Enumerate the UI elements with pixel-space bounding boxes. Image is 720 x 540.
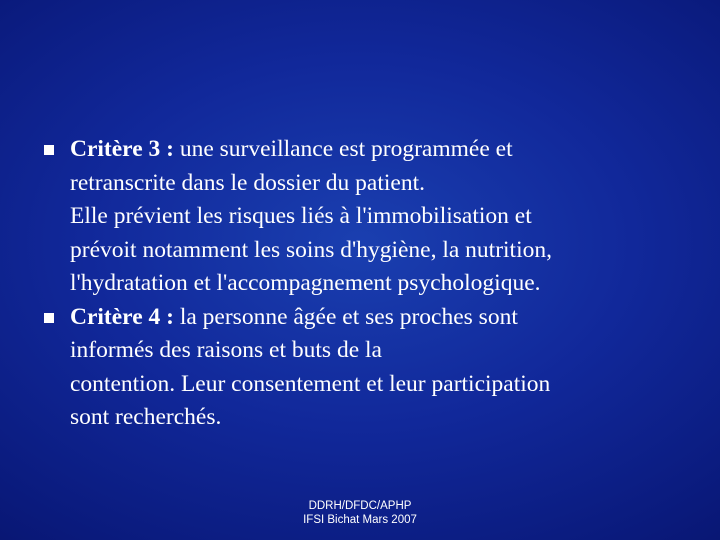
bullet-label: Critère 3 : — [70, 136, 174, 162]
bullet-line: informés des raisons et buts de la — [70, 337, 382, 363]
square-bullet-icon — [44, 313, 54, 323]
bullet-line: contention. Leur consentement et leur participation — [70, 370, 551, 397]
bullet-list — [44, 133, 674, 435]
bullet-line: Elle prévient les risques liés à l'immobilisation et — [70, 203, 532, 229]
bullet-label: Critère 4 : — [70, 303, 174, 330]
footer-institution-date: IFSI Bichat Mars 2007 — [303, 514, 417, 526]
footer-organization: DDRH/DFDC/APHP — [308, 500, 412, 512]
square-bullet-icon — [44, 145, 54, 155]
bullet-item-critere-3 — [44, 133, 674, 301]
bullet-line: retranscrite dans le dossier du patient. — [70, 169, 425, 196]
bullet-line: l'hydratation et l'accompagnement psychologique. — [70, 270, 541, 296]
bullet-line — [70, 133, 674, 167]
bullet-text: la personne âgée et ses proches sont — [173, 303, 518, 330]
bullet-line: prévoit notamment les soins d'hygiène, la nutrition, — [70, 236, 552, 263]
bullet-line — [70, 301, 674, 335]
bullet-line: sont recherchés. — [70, 404, 222, 430]
bullet-text: une surveillance est programmée et — [173, 136, 513, 162]
bullet-item-critere-4 — [44, 301, 674, 435]
